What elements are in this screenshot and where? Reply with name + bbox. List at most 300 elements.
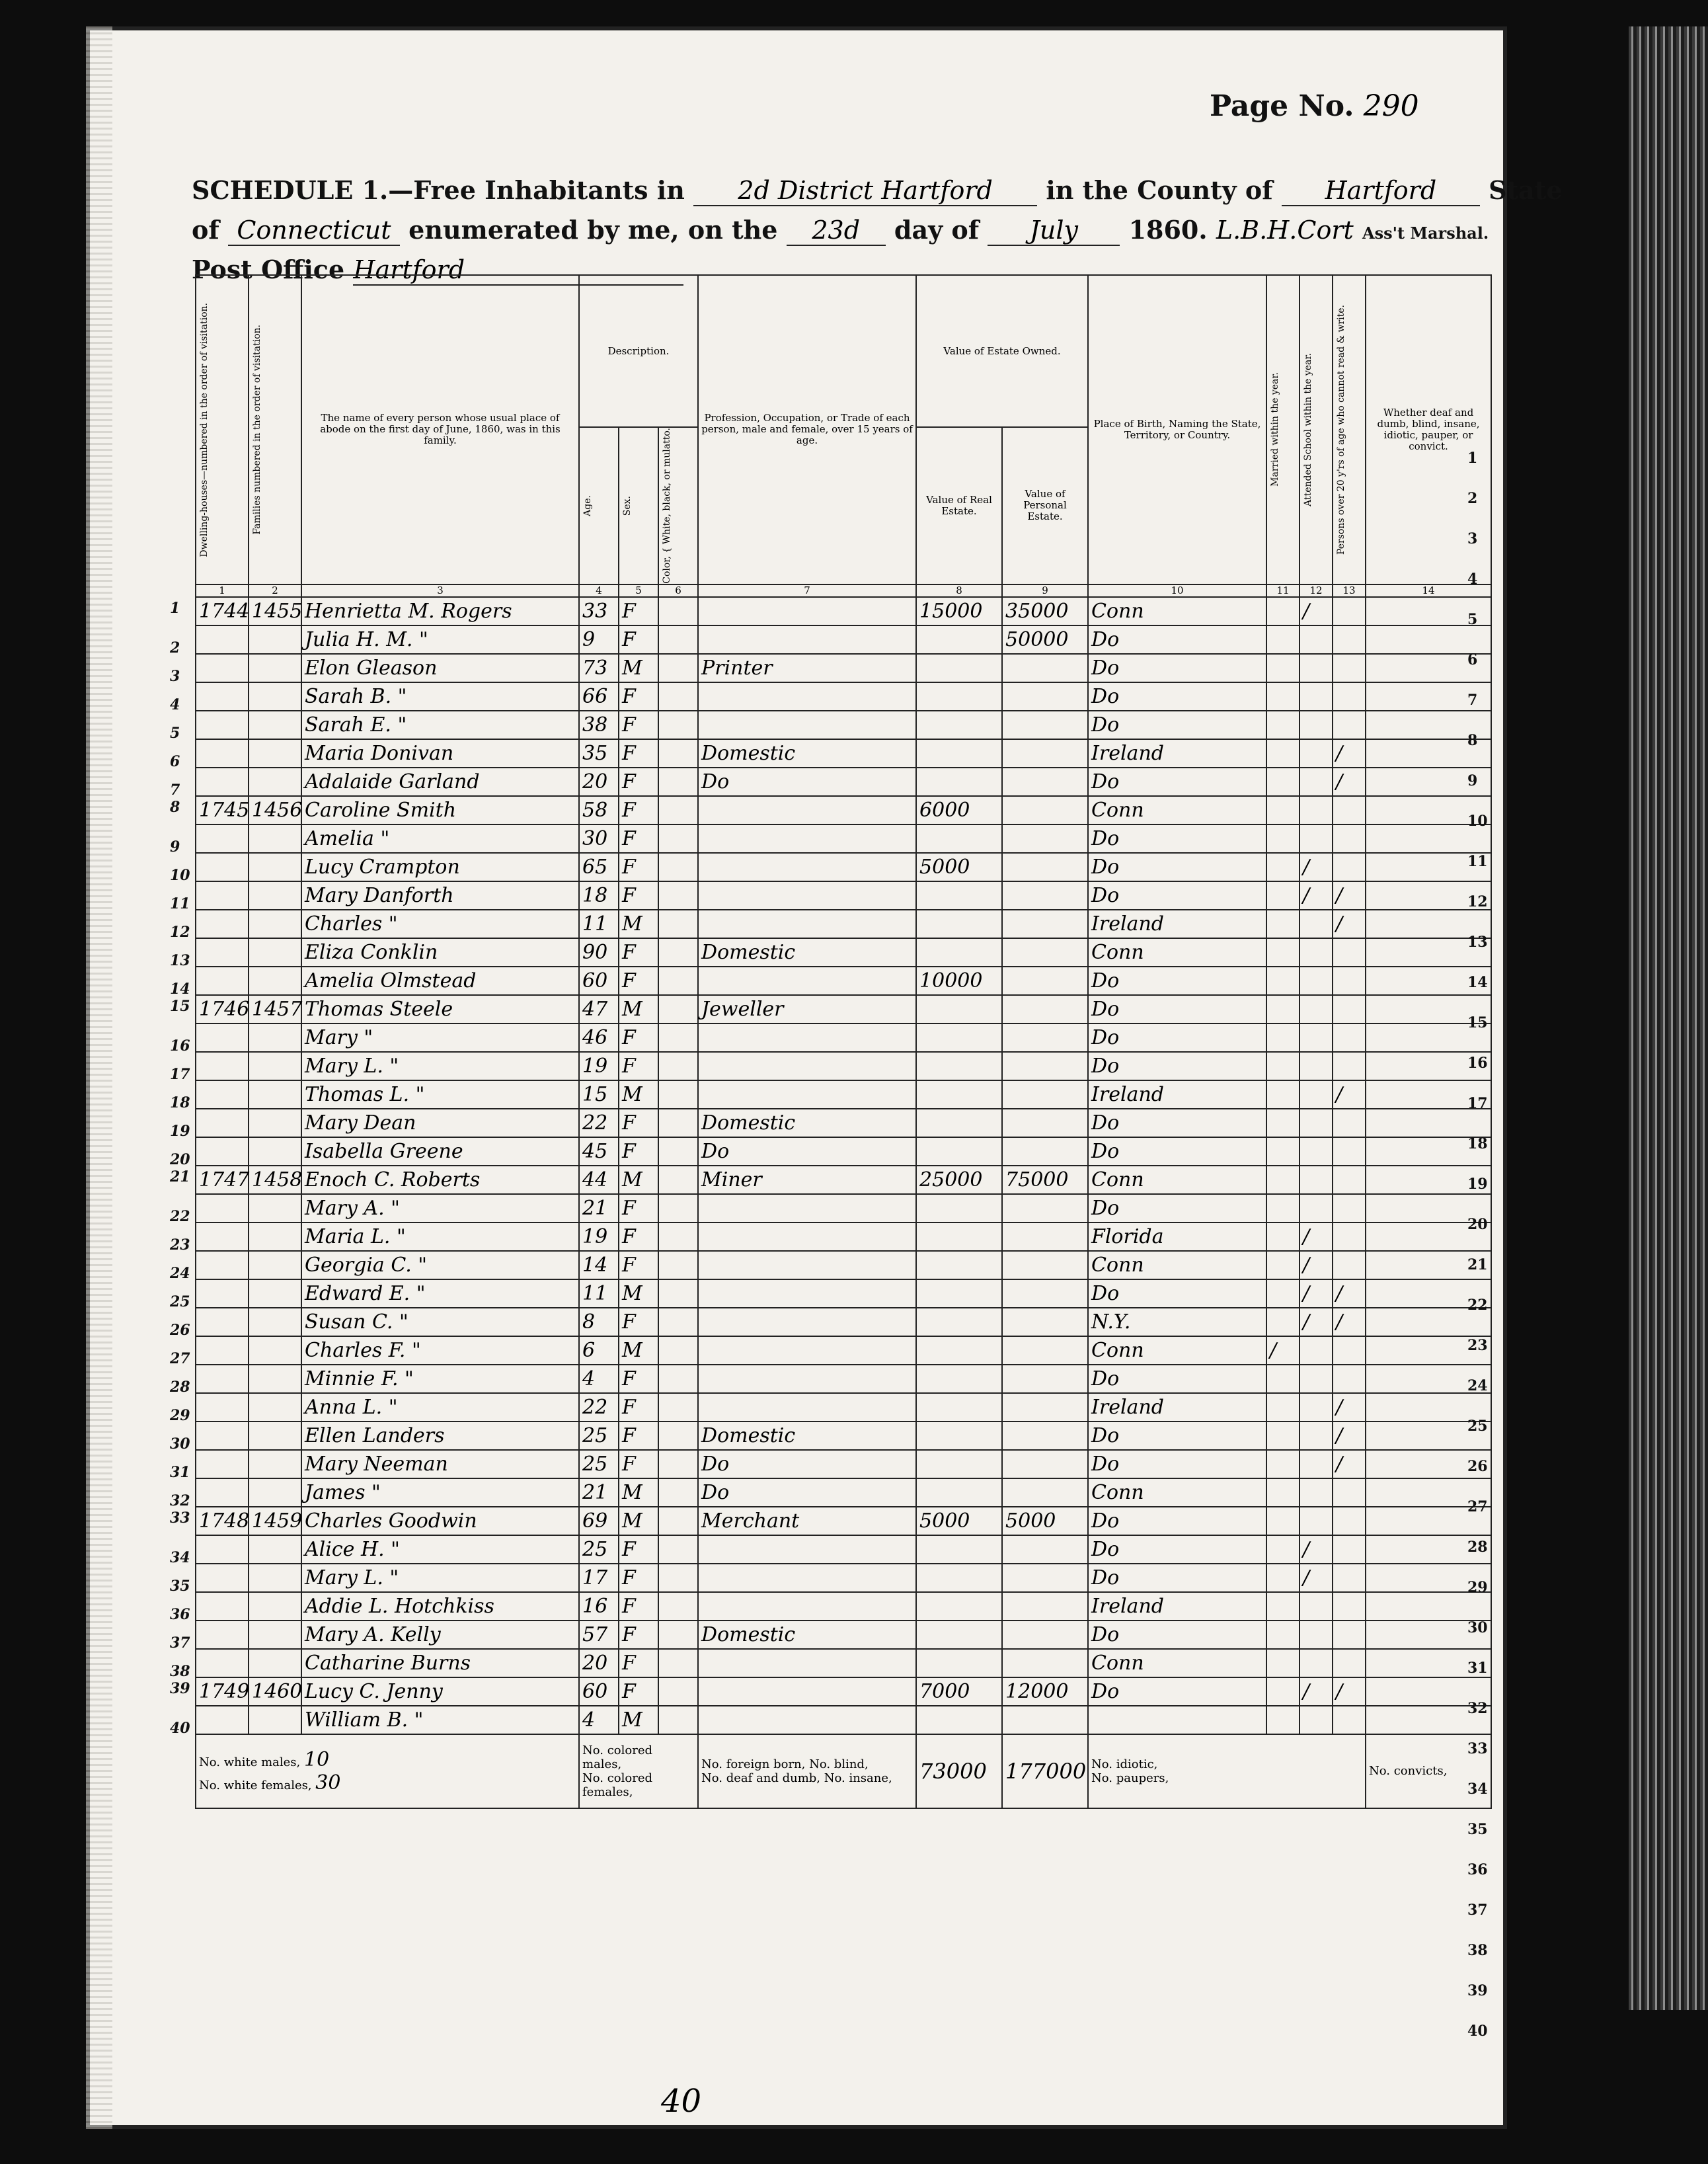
personal-estate xyxy=(1002,1592,1088,1621)
family-number xyxy=(249,1080,301,1109)
personal-estate xyxy=(1002,711,1088,739)
school-mark xyxy=(1300,1023,1333,1052)
dwelling-number xyxy=(170,654,249,686)
county-value: Hartford xyxy=(1282,176,1480,206)
table-row xyxy=(196,1308,1491,1336)
sex: F xyxy=(619,824,658,853)
sex: F xyxy=(619,1023,658,1052)
married-mark xyxy=(1266,824,1300,853)
personal-estate xyxy=(1002,1080,1088,1109)
occupation: Do xyxy=(698,1450,916,1478)
right-line-number: 5 xyxy=(1467,611,1478,628)
color xyxy=(658,1621,698,1649)
page-edge xyxy=(86,26,112,2129)
right-line-number: 31 xyxy=(1467,1660,1488,1677)
school-mark: / xyxy=(1300,1308,1333,1336)
dwelling-number xyxy=(170,1535,249,1567)
family-number: 1456 xyxy=(249,796,301,824)
occupation xyxy=(698,1365,916,1393)
family-number xyxy=(249,1251,301,1279)
school-mark: / xyxy=(1300,1279,1333,1308)
birthplace: Do xyxy=(1088,1194,1266,1222)
personal-estate xyxy=(1002,1222,1088,1251)
illiterate-mark xyxy=(1333,1222,1366,1251)
total-personal-estate: 177000 xyxy=(1002,1734,1088,1808)
right-line-number: 36 xyxy=(1467,1861,1488,1878)
sex: F xyxy=(619,796,658,824)
age: 15 xyxy=(579,1080,619,1109)
person-name: Mary A. " xyxy=(301,1194,579,1222)
occupation xyxy=(698,1279,916,1308)
married-mark xyxy=(1266,853,1300,881)
family-number xyxy=(249,1564,301,1592)
occupation xyxy=(698,1080,916,1109)
color xyxy=(658,910,698,938)
birthplace: Do xyxy=(1088,1109,1266,1137)
person-name: William B. " xyxy=(301,1706,579,1734)
illiterate-mark: / xyxy=(1333,1393,1366,1422)
table-row xyxy=(196,1478,1491,1507)
school-mark xyxy=(1300,1422,1333,1450)
real-estate xyxy=(916,1535,1002,1564)
color xyxy=(658,1365,698,1393)
row-number: 8 xyxy=(170,798,180,816)
illiterate-mark xyxy=(1333,597,1366,625)
school-mark xyxy=(1300,1166,1333,1194)
birthplace: Do xyxy=(1088,1677,1266,1706)
header-sex: Sex. xyxy=(622,495,633,516)
right-line-number: 39 xyxy=(1467,1982,1488,1999)
illiterate-mark: / xyxy=(1333,1080,1366,1109)
family-number xyxy=(249,1336,301,1365)
real-estate: 10000 xyxy=(916,967,1002,995)
person-name: Minnie F. " xyxy=(301,1365,579,1393)
right-line-number: 23 xyxy=(1467,1337,1488,1354)
total-real-estate: 73000 xyxy=(916,1734,1002,1808)
age: 19 xyxy=(579,1052,619,1080)
table-row xyxy=(196,1564,1491,1592)
dwelling-number xyxy=(170,1137,249,1169)
dwelling-number xyxy=(170,682,249,714)
real-estate xyxy=(916,654,1002,682)
age: 60 xyxy=(579,967,619,995)
illiterate-mark xyxy=(1333,1507,1366,1535)
personal-estate xyxy=(1002,682,1088,711)
occupation: Jeweller xyxy=(698,995,916,1023)
marshal-label: Ass't Marshal. xyxy=(1362,223,1489,243)
personal-estate xyxy=(1002,824,1088,853)
personal-estate xyxy=(1002,1279,1088,1308)
right-line-number: 18 xyxy=(1467,1135,1488,1152)
family-number: 1459 xyxy=(249,1507,301,1535)
occupation xyxy=(698,1393,916,1422)
header-disability: Whether deaf and dumb, blind, insane, idiotic, pauper, or convict. xyxy=(1366,275,1491,584)
state-label: State xyxy=(1489,175,1563,205)
sex: M xyxy=(619,1706,658,1734)
table-row xyxy=(196,1422,1491,1450)
right-line-number: 30 xyxy=(1467,1619,1488,1636)
married-mark xyxy=(1266,1023,1300,1052)
age: 21 xyxy=(579,1478,619,1507)
real-estate xyxy=(916,1023,1002,1052)
birthplace: Do xyxy=(1088,1023,1266,1052)
school-mark xyxy=(1300,1592,1333,1621)
row-number: 29 xyxy=(170,1407,190,1425)
scan-edge xyxy=(1629,26,1708,2010)
school-mark xyxy=(1300,1137,1333,1166)
personal-estate xyxy=(1002,1052,1088,1080)
sex: M xyxy=(619,1080,658,1109)
age: 20 xyxy=(579,768,619,796)
school-mark xyxy=(1300,938,1333,967)
family-number xyxy=(249,853,301,881)
right-line-number: 35 xyxy=(1467,1821,1488,1838)
right-line-number: 14 xyxy=(1467,974,1488,991)
white-females-value: 30 xyxy=(315,1771,341,1794)
family-number xyxy=(249,1308,301,1336)
color xyxy=(658,881,698,910)
right-line-number: 37 xyxy=(1467,1902,1488,1919)
birthplace: Conn xyxy=(1088,1166,1266,1194)
school-mark xyxy=(1300,739,1333,768)
column-number: 8 xyxy=(916,584,1002,597)
birthplace: Ireland xyxy=(1088,739,1266,768)
family-number xyxy=(249,1194,301,1222)
married-mark xyxy=(1266,1393,1300,1422)
header-description: Description. xyxy=(579,275,698,427)
column-number: 7 xyxy=(698,584,916,597)
color xyxy=(658,1251,698,1279)
color xyxy=(658,1535,698,1564)
illiterate-mark: / xyxy=(1333,1422,1366,1450)
age: 60 xyxy=(579,1677,619,1706)
dwelling-number xyxy=(170,768,249,799)
age: 6 xyxy=(579,1336,619,1365)
row-number: 2 xyxy=(170,639,180,657)
occupation xyxy=(698,1194,916,1222)
birthplace: Conn xyxy=(1088,1649,1266,1677)
real-estate xyxy=(916,1422,1002,1450)
dwelling-number xyxy=(170,1279,249,1311)
birthplace: Ireland xyxy=(1088,1393,1266,1422)
age: 9 xyxy=(579,625,619,654)
age: 11 xyxy=(579,910,619,938)
illiterate-mark xyxy=(1333,1621,1366,1649)
illiterate-mark xyxy=(1333,682,1366,711)
sex: F xyxy=(619,711,658,739)
right-line-number: 6 xyxy=(1467,651,1478,668)
real-estate xyxy=(916,1450,1002,1478)
column-number: 11 xyxy=(1266,584,1300,597)
illiterate-mark: / xyxy=(1333,881,1366,910)
school-mark xyxy=(1300,711,1333,739)
family-number xyxy=(249,711,301,739)
right-line-number: 13 xyxy=(1467,934,1488,951)
sex: F xyxy=(619,1450,658,1478)
illiterate-mark: / xyxy=(1333,1279,1366,1308)
school-mark xyxy=(1300,995,1333,1023)
header-school: Attended School within the year. xyxy=(1303,352,1314,506)
family-number xyxy=(249,1592,301,1621)
person-name: Elon Gleason xyxy=(301,654,579,682)
day-value: 23d xyxy=(787,216,886,246)
color xyxy=(658,824,698,853)
sex: F xyxy=(619,1052,658,1080)
table-row xyxy=(196,1507,1491,1535)
birthplace: Florida xyxy=(1088,1222,1266,1251)
right-line-number: 28 xyxy=(1467,1539,1488,1556)
family-number xyxy=(249,1422,301,1450)
illiterate-mark: / xyxy=(1333,739,1366,768)
married-mark xyxy=(1266,1649,1300,1677)
illiterate-mark xyxy=(1333,1365,1366,1393)
row-number: 37 xyxy=(170,1634,190,1652)
white-males-value: 10 xyxy=(303,1747,330,1771)
family-number xyxy=(249,1052,301,1080)
birthplace: Do xyxy=(1088,711,1266,739)
married-mark xyxy=(1266,1222,1300,1251)
row-number: 36 xyxy=(170,1606,190,1624)
color xyxy=(658,1194,698,1222)
dwelling-number xyxy=(170,1052,249,1084)
birthplace: Do xyxy=(1088,824,1266,853)
table-row xyxy=(196,1450,1491,1478)
row-number: 13 xyxy=(170,952,190,970)
color xyxy=(658,1279,698,1308)
color xyxy=(658,796,698,824)
family-number xyxy=(249,1649,301,1677)
married-mark xyxy=(1266,1706,1300,1734)
personal-estate xyxy=(1002,1365,1088,1393)
color xyxy=(658,938,698,967)
right-line-number: 32 xyxy=(1467,1700,1488,1717)
dwelling-number xyxy=(170,1478,249,1510)
dwelling-number xyxy=(170,1649,249,1681)
age: 25 xyxy=(579,1450,619,1478)
column-number-row xyxy=(196,584,1491,597)
color xyxy=(658,1023,698,1052)
right-line-number: 15 xyxy=(1467,1014,1488,1031)
occupation xyxy=(698,1535,916,1564)
sex: F xyxy=(619,1649,658,1677)
row-number: 31 xyxy=(170,1464,190,1482)
insane-label: No. insane, xyxy=(824,1771,892,1785)
dwelling-number xyxy=(170,739,249,771)
sex: F xyxy=(619,768,658,796)
dwelling-number xyxy=(170,1422,249,1453)
person-name: Lucy C. Jenny xyxy=(301,1677,579,1706)
real-estate xyxy=(916,682,1002,711)
real-estate xyxy=(916,1592,1002,1621)
sex: M xyxy=(619,1507,658,1535)
header-occupation: Profession, Occupation, or Trade of each person, male and female, over 15 years of age. xyxy=(698,275,916,584)
row-number: 1 xyxy=(170,599,180,617)
school-mark xyxy=(1300,1507,1333,1535)
birthplace: Do xyxy=(1088,682,1266,711)
header-illiterate: Persons over 20 y'rs of age who cannot read & write. xyxy=(1336,304,1347,555)
personal-estate xyxy=(1002,1109,1088,1137)
personal-estate xyxy=(1002,1422,1088,1450)
post-office-value: Hartford xyxy=(353,255,683,286)
birthplace: Ireland xyxy=(1088,910,1266,938)
column-number: 10 xyxy=(1088,584,1266,597)
table-row xyxy=(196,995,1491,1023)
dwelling-number xyxy=(170,1450,249,1482)
sex: M xyxy=(619,1478,658,1507)
personal-estate xyxy=(1002,739,1088,768)
table-row xyxy=(196,938,1491,967)
dwelling-number xyxy=(170,625,249,657)
sex: M xyxy=(619,1279,658,1308)
person-name: Anna L. " xyxy=(301,1393,579,1422)
table-row xyxy=(196,1279,1491,1308)
row-number: 12 xyxy=(170,924,190,942)
color xyxy=(658,1166,698,1194)
table-row xyxy=(196,796,1491,824)
person-name: Amelia Olmstead xyxy=(301,967,579,995)
right-line-number: 9 xyxy=(1467,772,1478,789)
married-mark: / xyxy=(1266,1336,1300,1365)
married-mark xyxy=(1266,682,1300,711)
dwelling-number xyxy=(170,1194,249,1226)
row-number: 27 xyxy=(170,1350,190,1368)
row-number: 23 xyxy=(170,1236,190,1254)
birthplace: Do xyxy=(1088,967,1266,995)
dwelling-number: 1746 15 xyxy=(196,995,249,1023)
occupation xyxy=(698,1308,916,1336)
age: 11 xyxy=(579,1279,619,1308)
personal-estate xyxy=(1002,881,1088,910)
age: 57 xyxy=(579,1621,619,1649)
family-number xyxy=(249,1706,301,1734)
sex: F xyxy=(619,853,658,881)
right-line-number: 1 xyxy=(1467,450,1478,467)
illiterate-mark xyxy=(1333,853,1366,881)
age: 65 xyxy=(579,853,619,881)
age: 17 xyxy=(579,1564,619,1592)
table-row xyxy=(196,881,1491,910)
occupation xyxy=(698,1649,916,1677)
paupers-label: No. paupers, xyxy=(1091,1771,1169,1785)
row-number: 11 xyxy=(170,895,190,913)
foreign-born-label: No. foreign born, xyxy=(701,1757,806,1771)
right-line-number: 7 xyxy=(1467,692,1478,709)
married-mark xyxy=(1266,967,1300,995)
dwelling-number xyxy=(170,1592,249,1624)
person-name: Isabella Greene xyxy=(301,1137,579,1166)
occupation xyxy=(698,1336,916,1365)
page-number-label xyxy=(1210,89,1419,123)
table-row xyxy=(196,654,1491,682)
school-mark xyxy=(1300,1365,1333,1393)
personal-estate xyxy=(1002,853,1088,881)
age: 18 xyxy=(579,881,619,910)
family-number xyxy=(249,1621,301,1649)
illiterate-mark: / xyxy=(1333,1677,1366,1706)
color xyxy=(658,995,698,1023)
person-name: Mary Dean xyxy=(301,1109,579,1137)
illiterate-mark xyxy=(1333,938,1366,967)
birthplace: Do xyxy=(1088,1137,1266,1166)
dwelling-number: 1745 8 xyxy=(196,796,249,824)
header-birthplace: Place of Birth, Naming the State, Territory, or Country. xyxy=(1088,275,1266,584)
occupation xyxy=(698,881,916,910)
right-line-number: 25 xyxy=(1467,1418,1488,1435)
married-mark xyxy=(1266,1137,1300,1166)
family-number xyxy=(249,910,301,938)
illiterate-mark xyxy=(1333,1649,1366,1677)
table-row xyxy=(196,1677,1491,1706)
row-number: 32 xyxy=(170,1492,190,1510)
person-name: Julia H. M. " xyxy=(301,625,579,654)
family-number xyxy=(249,1393,301,1422)
table-row xyxy=(196,739,1491,768)
census-sheet xyxy=(86,26,1563,2129)
family-number xyxy=(249,1450,301,1478)
age: 30 xyxy=(579,824,619,853)
married-mark xyxy=(1266,1052,1300,1080)
birthplace: Do xyxy=(1088,1450,1266,1478)
birthplace: Do xyxy=(1088,995,1266,1023)
age: 4 xyxy=(579,1365,619,1393)
dwelling-number xyxy=(170,1109,249,1141)
school-mark xyxy=(1300,1649,1333,1677)
married-mark xyxy=(1266,625,1300,654)
disability xyxy=(1366,1109,1491,1137)
personal-estate xyxy=(1002,938,1088,967)
age: 20 xyxy=(579,1649,619,1677)
real-estate xyxy=(916,711,1002,739)
person-name: Mary Danforth xyxy=(301,881,579,910)
row-number: 3 xyxy=(170,668,180,686)
occupation xyxy=(698,682,916,711)
dwelling-number xyxy=(170,1222,249,1254)
personal-estate xyxy=(1002,1450,1088,1478)
state-value: Connecticut xyxy=(228,216,400,246)
table-row xyxy=(196,1592,1491,1621)
real-estate xyxy=(916,1251,1002,1279)
birthplace: Do xyxy=(1088,1052,1266,1080)
school-mark xyxy=(1300,824,1333,853)
age: 90 xyxy=(579,938,619,967)
district-value: 2d District Hartford xyxy=(693,176,1037,206)
age: 58 xyxy=(579,796,619,824)
month-value: July xyxy=(988,216,1120,246)
real-estate xyxy=(916,1365,1002,1393)
school-mark xyxy=(1300,1336,1333,1365)
school-mark xyxy=(1300,967,1333,995)
occupation xyxy=(698,967,916,995)
personal-estate xyxy=(1002,1621,1088,1649)
birthplace: Conn xyxy=(1088,938,1266,967)
row-number: 4 xyxy=(170,696,180,714)
column-number: 4 xyxy=(579,584,619,597)
dwelling-number xyxy=(170,1023,249,1055)
row-number: 25 xyxy=(170,1293,190,1311)
personal-estate xyxy=(1002,1649,1088,1677)
illiterate-mark: / xyxy=(1333,1308,1366,1336)
age: 46 xyxy=(579,1023,619,1052)
family-number xyxy=(249,938,301,967)
marshal-signature: L.B.H.Cort xyxy=(1216,216,1354,245)
birthplace: Do xyxy=(1088,1365,1266,1393)
school-mark xyxy=(1300,625,1333,654)
personal-estate xyxy=(1002,995,1088,1023)
census-rows xyxy=(170,597,1491,1738)
column-number: 13 xyxy=(1333,584,1366,597)
sex: F xyxy=(619,967,658,995)
age: 25 xyxy=(579,1535,619,1564)
